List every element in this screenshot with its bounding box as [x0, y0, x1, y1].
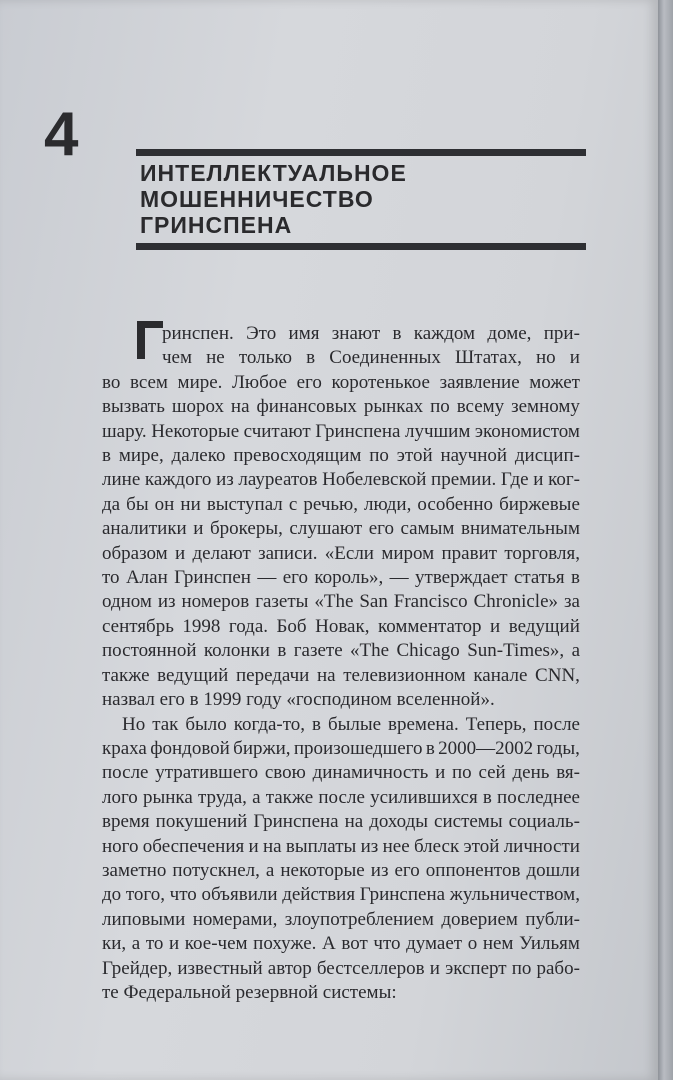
text-line: образом и делают записи. «Если миром правит торговля,	[102, 542, 580, 564]
text-line: в мире, далеко превосходящим по этой научной дисцип-	[102, 445, 580, 467]
text-line: назвал его в 1999 году «господином вселенной».	[102, 689, 495, 711]
text-line: заметно потускнел, а некоторые из его оппонентов дошли	[102, 859, 580, 881]
text-line: те Федеральной резервной системы:	[102, 981, 397, 1003]
text-line: лине каждого из лауреатов Нобелевской премии. Где и ког-	[102, 469, 580, 491]
text-line: то Алан Гринспен — его король», — утверждает статья в	[102, 567, 580, 589]
title-rule-top	[136, 149, 586, 156]
text-line: шару. Некоторые считают Гринспена лучшим экономистом	[102, 420, 580, 442]
text-line: чем не только в Соединенных Штатах, но и	[162, 347, 580, 369]
text-line: да бы он ни выступал с речью, люди, особенно биржевые	[102, 493, 580, 515]
text-line: до того, что объявили действия Гринспена жульничеством,	[102, 884, 580, 906]
body-text	[102, 322, 580, 1005]
chapter-title-line: ГРИНСПЕНА	[140, 212, 293, 238]
text-line: во всем мире. Любое его коротенькое заявление может	[102, 371, 580, 393]
text-line: время покушений Гринспена на доходы системы социаль-	[102, 811, 580, 833]
text-line: Грейдер, известный автор бестселлеров и эксперт по рабо-	[102, 957, 580, 979]
text-line: после утратившего свою динамичность и по сей день вя-	[102, 762, 580, 784]
text-line: одном из номеров газеты «The San Francisco Chronicle» за	[102, 591, 580, 613]
text-line: ного обеспечения и на выплаты из нее блеск этой личности	[102, 835, 580, 857]
chapter-title-line: ИНТЕЛЛЕКТУАЛЬНОЕ	[140, 160, 407, 186]
text-line: липовыми номерами, злоупотреблением доверием публи-	[102, 908, 580, 930]
text-line: краха фондовой биржи, произошедшего в 2000—2002 годы,	[102, 737, 580, 759]
chapter-number: 4	[44, 100, 79, 169]
text-line: лого рынка труда, а также после усилившихся в последнее	[102, 786, 580, 808]
text-line: ки, а то и кое-чем похуже. А вот что думает о нем Уильям	[102, 933, 580, 955]
chapter-title	[140, 160, 580, 238]
text-line: сентябрь 1998 года. Боб Новак, комментатор и ведущий	[102, 615, 580, 637]
page-edge	[658, 0, 673, 1080]
chapter-title-line: МОШЕННИЧЕСТВО	[140, 186, 374, 212]
title-rule-bottom	[136, 243, 586, 250]
text-line: ринспен. Это имя знают в каждом доме, при-	[162, 323, 580, 344]
text-line: аналитики и брокеры, слушают его самым внимательным	[102, 518, 580, 540]
text-line: постоянной колонки в газете «The Chicago Sun-Times», а	[102, 640, 580, 662]
text-line: также ведущий передачи на телевизионном канале CNN,	[102, 664, 580, 686]
text-line: Но так было когда-то, в былые времена. Теперь, после	[122, 713, 580, 735]
text-line: вызвать шорох на финансовых рынках по всему земному	[102, 396, 580, 418]
